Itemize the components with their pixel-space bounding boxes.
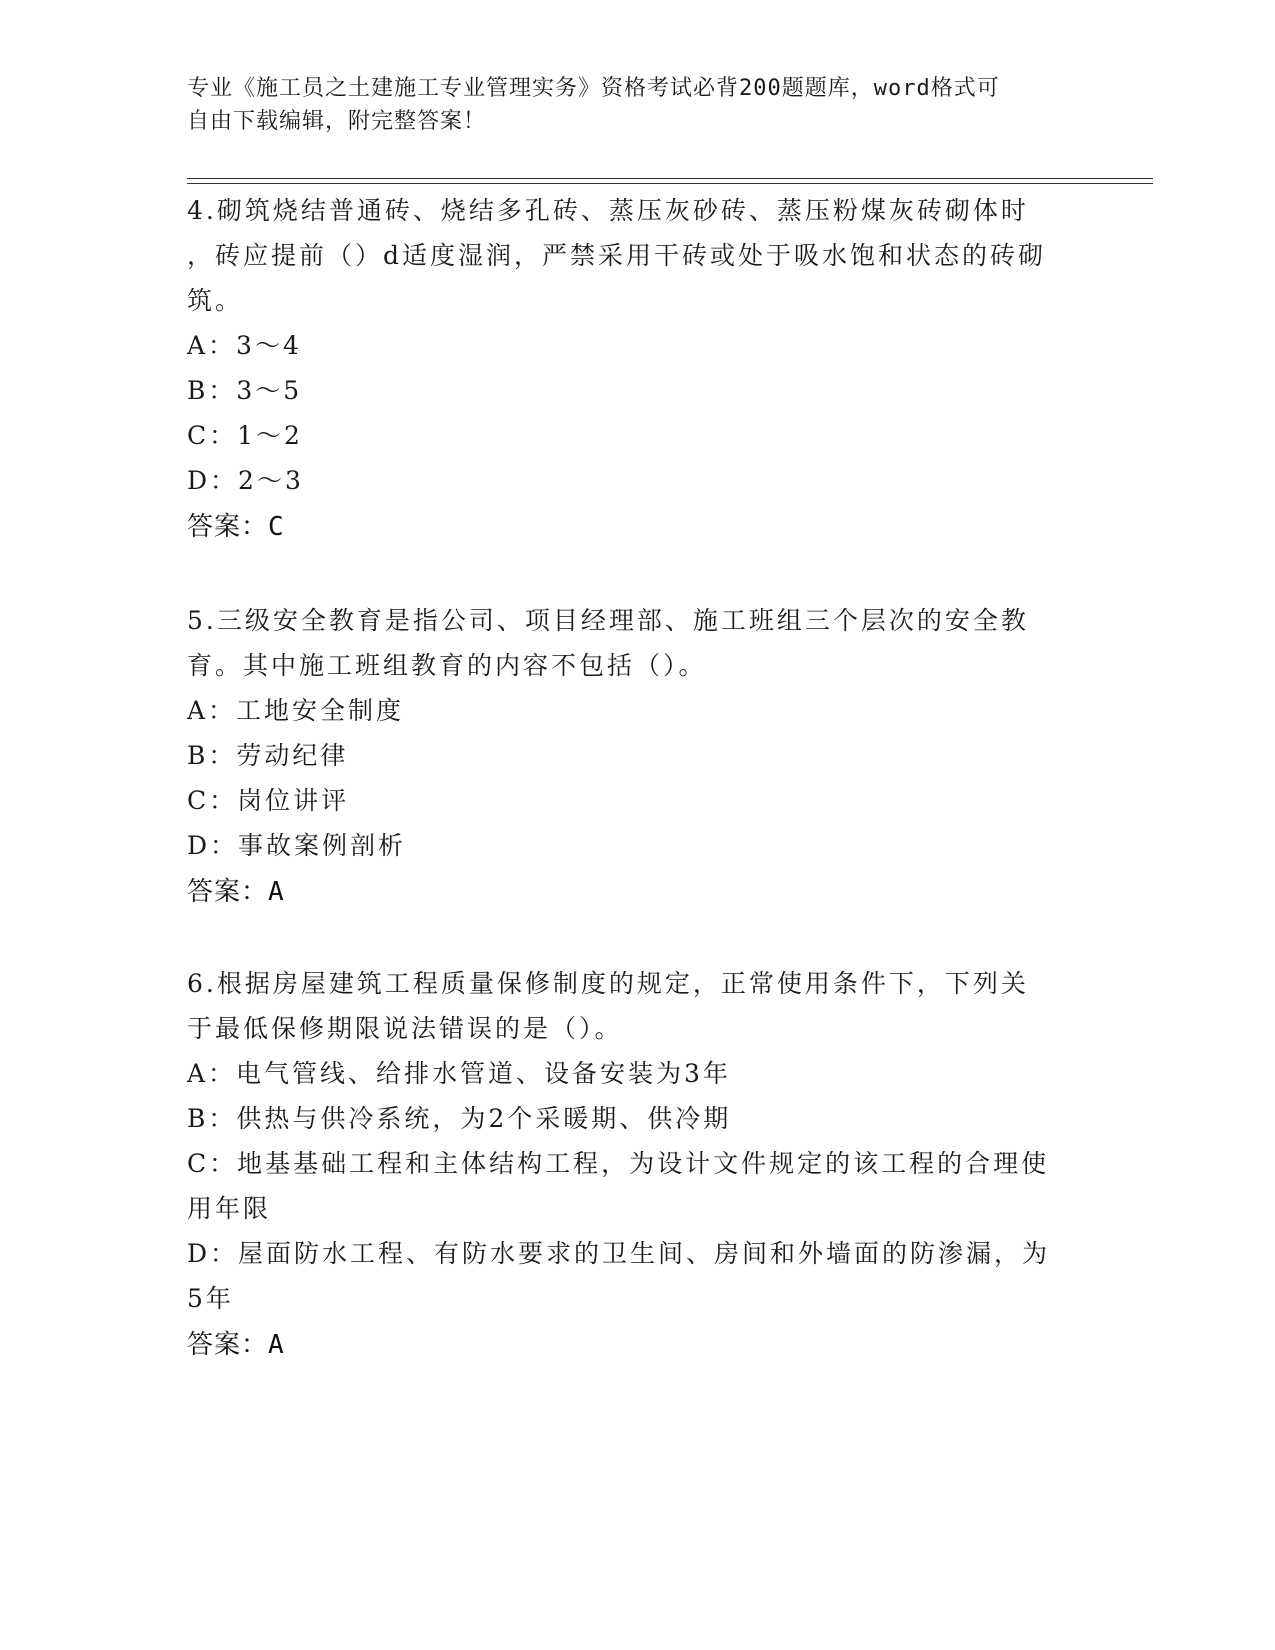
- option-a: A：3～4: [187, 331, 302, 360]
- answer-value: A: [268, 1330, 285, 1360]
- option-c: C：地基基础工程和主体结构工程，为设计文件规定的该工程的合理使: [187, 1149, 1050, 1178]
- answer: [187, 503, 1087, 551]
- header-divider-top: [187, 178, 1153, 179]
- question-6: [187, 961, 1087, 1369]
- option-a: A：工地安全制度: [187, 696, 405, 725]
- question-text-line: 4.砌筑烧结普通砖、烧结多孔砖、蒸压灰砂砖、蒸压粉煤灰砖砌体时: [187, 196, 1029, 225]
- option-a: A：电气管线、给排水管道、设备安装为3年: [187, 1059, 731, 1088]
- option-b: B：供热与供冷系统，为2个采暖期、供冷期: [187, 1104, 732, 1133]
- question-text-line: 6.根据房屋建筑工程质量保修制度的规定，正常使用条件下，下列关: [187, 969, 1029, 998]
- answer-value: A: [268, 877, 285, 907]
- option-b: B：3～5: [187, 376, 303, 405]
- option-d: D：屋面防水工程、有防水要求的卫生间、房间和外墙面的防渗漏，为: [187, 1239, 1051, 1268]
- answer: [187, 1321, 1087, 1369]
- answer-label: 答案：: [187, 512, 269, 542]
- question-text-line: 于最低保修期限说法错误的是（）。: [187, 1014, 623, 1043]
- answer: [187, 868, 1087, 916]
- document-header: [187, 72, 1067, 138]
- header-line-1: 专业《施工员之土建施工专业管理实务》资格考试必背200题题库，word格式可: [187, 76, 1000, 101]
- option-b: B：劳动纪律: [187, 741, 349, 770]
- question-text-line: ，砖应提前（）d适度湿润，严禁采用干砖或处于吸水饱和状态的砖砌: [187, 241, 1047, 270]
- header-divider-bottom: [187, 183, 1153, 184]
- option-d: D：2～3: [187, 466, 304, 495]
- option-d: D：事故案例剖析: [187, 831, 407, 860]
- option-c: C：岗位讲评: [187, 786, 350, 815]
- question-text-line: 育。其中施工班组教育的内容不包括（）。: [187, 651, 707, 680]
- answer-label: 答案：: [187, 877, 269, 907]
- question-text-line: 5.三级安全教育是指公司、项目经理部、施工班组三个层次的安全教: [187, 606, 1029, 635]
- question-4: [187, 188, 1087, 551]
- option-c-continued: 用年限: [187, 1194, 272, 1223]
- header-line-2: 自由下载编辑，附完整答案！: [187, 109, 487, 134]
- question-text-line: 筑。: [187, 286, 244, 315]
- answer-label: 答案：: [187, 1330, 269, 1360]
- question-5: [187, 598, 1087, 916]
- option-d-continued: 5年: [187, 1284, 234, 1313]
- option-c: C：1～2: [187, 421, 303, 450]
- answer-value: C: [268, 512, 285, 542]
